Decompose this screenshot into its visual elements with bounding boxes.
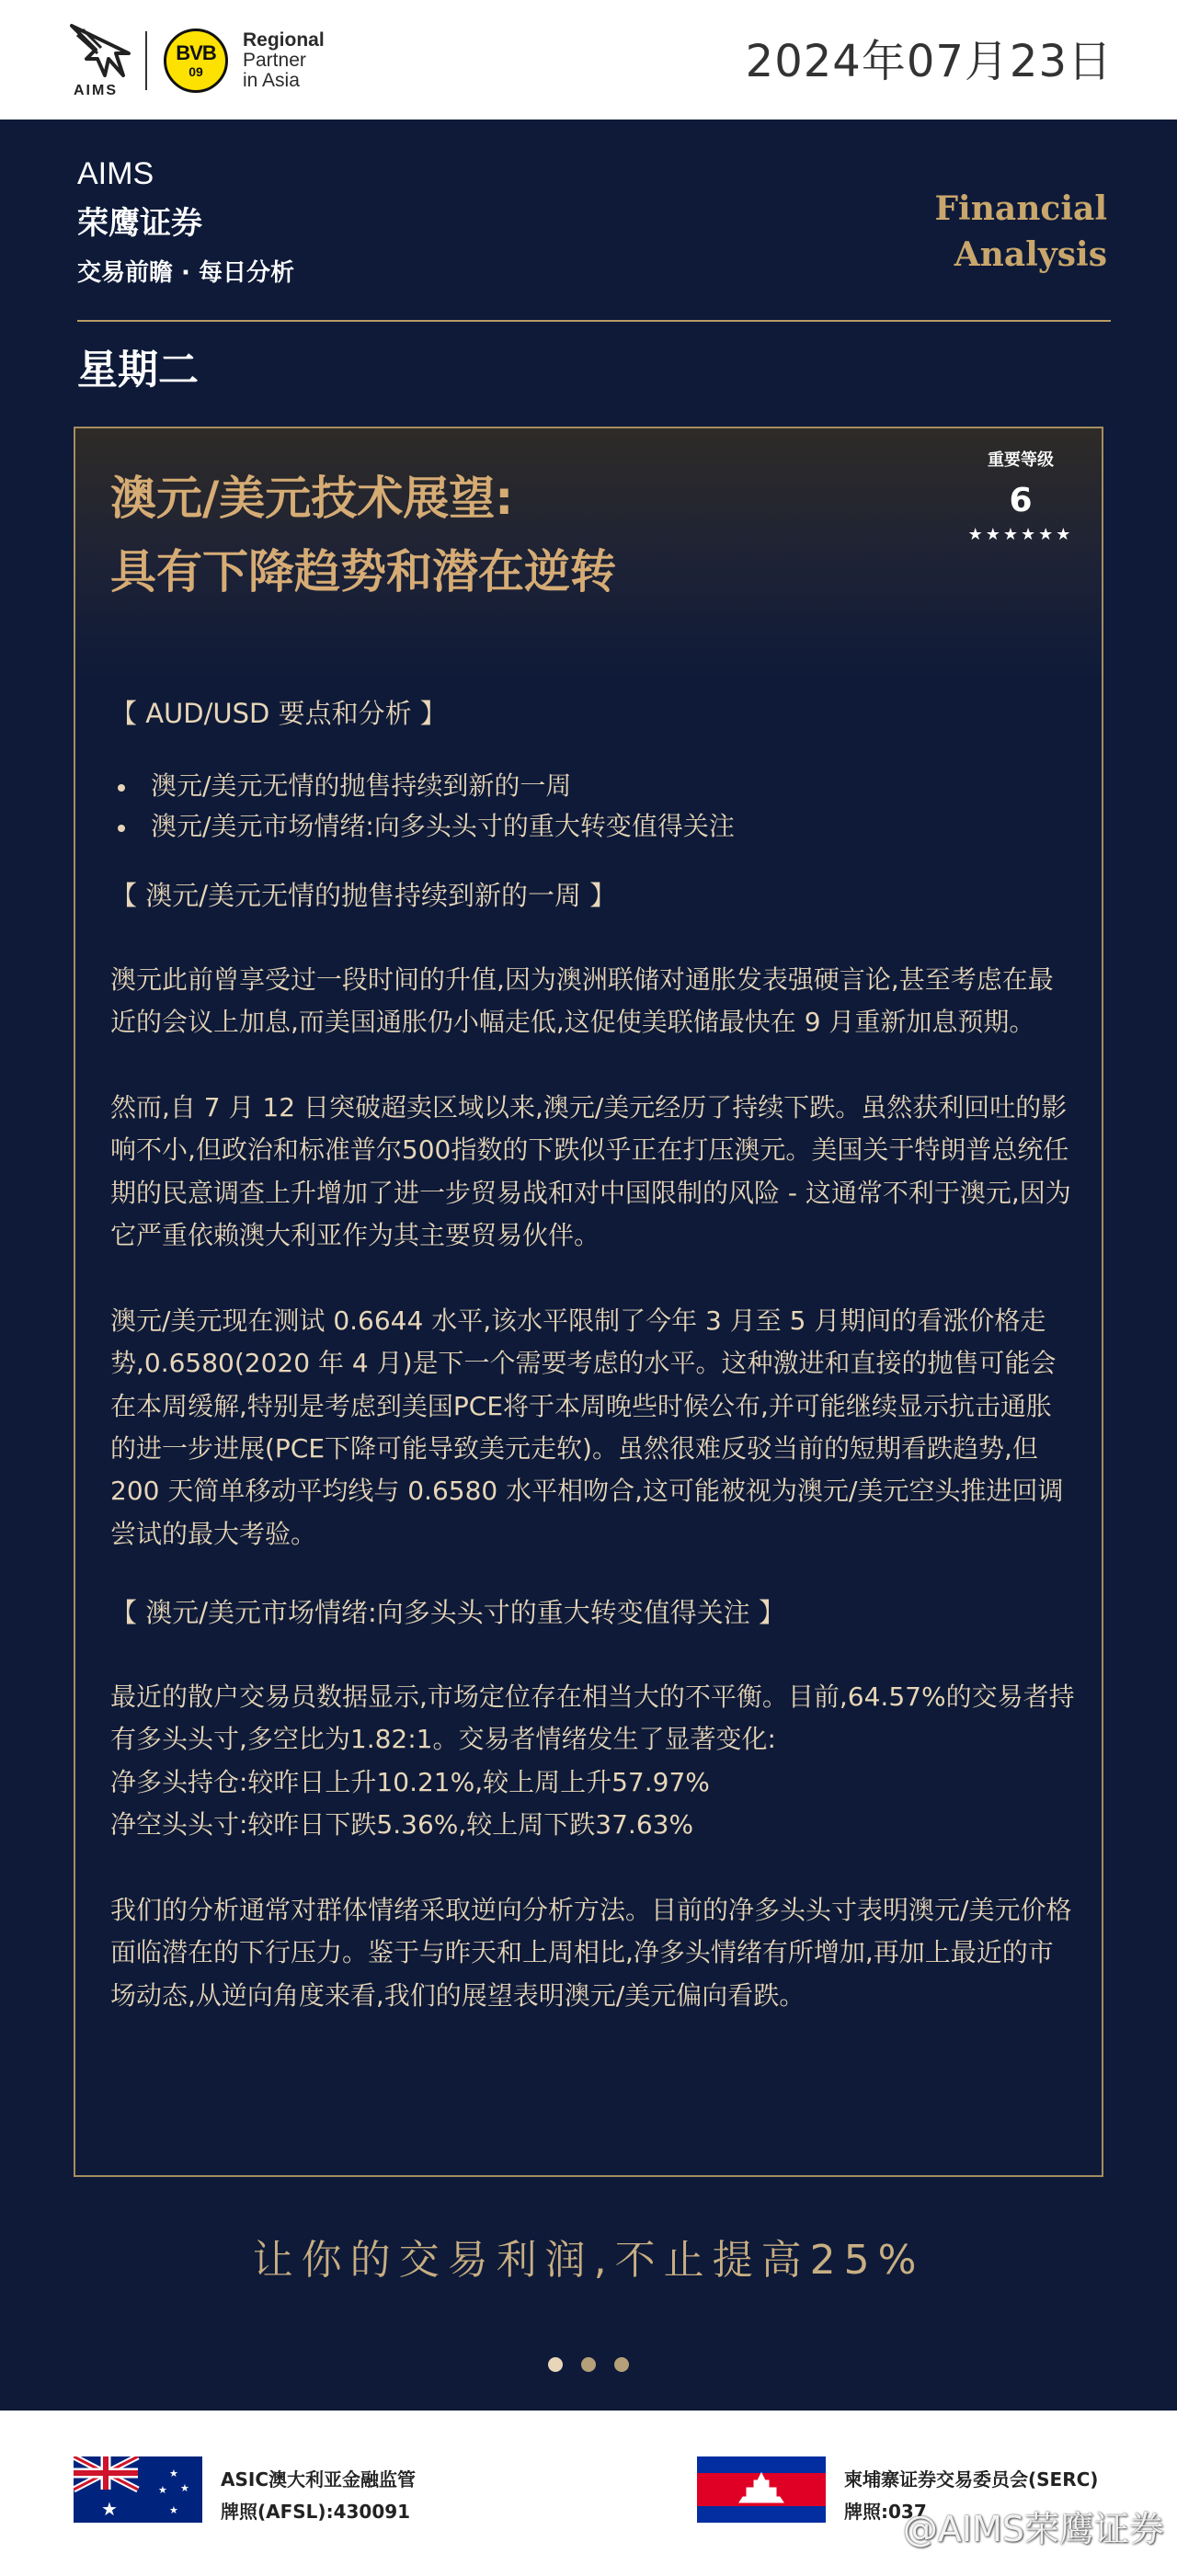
footer xyxy=(0,2411,1177,2576)
card-title-line-1: 澳元/美元技术展望: xyxy=(110,472,514,525)
paragraph-4-line-3: 净空头头寸:较昨日下跌5.36%,较上周下跌37.63% xyxy=(110,1809,694,1841)
asic-line-2: 牌照(AFSL):430091 xyxy=(221,2501,411,2523)
importance-label: 重要等级 xyxy=(988,450,1054,470)
bvb-text: BVB xyxy=(176,41,216,64)
paragraph-5: 我们的分析通常对群体情绪采取逆向分析方法。目前的净多头头寸表明澳元/美元价格面临潜在的下行压力。鉴于与昨天和上周相比,净多头情绪有所增加,再加上最近的市场动态,从逆向角度来看,我们的展望表明澳元/美元偏向看跌。 xyxy=(110,1894,1072,2011)
section-title-selloff: 【 澳元/美元无情的抛售持续到新的一周 】 xyxy=(110,880,617,912)
financial-line-2: Analysis xyxy=(954,235,1107,275)
paragraph-4-line-2: 净多头持仓:较昨日上升10.21%,较上周上升57.97% xyxy=(110,1766,710,1797)
list-item: 澳元/美元市场情绪:向多头头寸的重大转变值得关注 xyxy=(110,806,1076,848)
main-panel xyxy=(0,120,1177,2411)
aims-logo xyxy=(68,22,132,99)
carousel-dot-2[interactable] xyxy=(581,2357,596,2372)
bvb-badge xyxy=(164,28,228,93)
aims-logo-text: AIMS xyxy=(74,83,118,98)
header-divider xyxy=(77,320,1111,322)
asic-license xyxy=(221,2464,416,2528)
carousel-dots xyxy=(548,2357,629,2372)
svg-text:★: ★ xyxy=(180,2482,189,2494)
partner-line-3: in Asia xyxy=(243,70,300,92)
panel-brand: AIMS xyxy=(77,156,154,191)
card-title-line-2: 具有下降趋势和潜在逆转 xyxy=(110,545,616,598)
financial-line-1: Financial xyxy=(934,189,1107,228)
svg-text:★: ★ xyxy=(101,2498,118,2520)
asic-line-1: ASIC澳大利亚金融监管 xyxy=(221,2468,417,2491)
card-body xyxy=(110,695,1076,2017)
section-title-sentiment: 【 澳元/美元市场情绪:向多头头寸的重大转变值得关注 】 xyxy=(110,1597,785,1629)
partner-text xyxy=(243,30,325,91)
bvb-number: 09 xyxy=(189,64,203,79)
star-icon: ★★★★★★ xyxy=(967,525,1074,544)
analysis-card xyxy=(74,427,1103,2177)
paragraph-4 xyxy=(110,1676,1076,1847)
carousel-dot-3[interactable] xyxy=(614,2357,629,2372)
paragraph-2: 然而,自 7 月 12 日突破超卖区域以来,澳元/美元经历了持续下跌。虽然获利回吐的影响不小,但政治和标准普尔500指数的下跌似乎正在打压澳元。美国关于特朗普总统任期的民意调查上升增加了进一步贸易战和对中国限制的风险 - 这通常不利于澳元,因为它严重依赖澳大利亚作为其主要贸易伙伴。 xyxy=(110,1091,1071,1251)
weekday: 星期二 xyxy=(77,347,199,393)
financial-analysis-label xyxy=(934,186,1107,279)
carousel-dot-1[interactable] xyxy=(548,2357,563,2372)
partner-line-2: Partner xyxy=(243,49,306,71)
paragraph-1: 澳元此前曾享受过一段时间的升值,因为澳洲联储对通胀发表强硬言论,甚至考虑在最近的会议上加息,而美国通胀仍小幅走低,这促使美联储最快在 9 月重新加息预期。 xyxy=(110,963,1054,1038)
serc-line-2: 牌照:037 xyxy=(844,2501,927,2523)
slogan: 让你的交易利润,不止提高25% xyxy=(252,2237,925,2284)
partner-line-1: Regional xyxy=(243,28,325,51)
svg-text:★: ★ xyxy=(169,2504,178,2516)
panel-subtitle: 交易前瞻 · 每日分析 xyxy=(77,259,294,287)
brand-divider xyxy=(145,31,147,90)
top-bar xyxy=(0,0,1177,120)
key-points-list xyxy=(110,766,1076,849)
panel-brand-cn: 荣鹰证券 xyxy=(77,205,202,242)
section-title-key-points: 【 AUD/USD 要点和分析 】 xyxy=(110,698,447,729)
serc-line-1: 柬埔寨证券交易委员会(SERC) xyxy=(844,2468,1099,2491)
brand-logos xyxy=(68,22,325,99)
cambodia-flag-icon xyxy=(697,2456,826,2523)
importance-level: 6 xyxy=(1009,482,1033,519)
importance-rating xyxy=(956,447,1085,544)
panel-header xyxy=(77,156,294,288)
paragraph-4-line-1: 最近的散户交易员数据显示,市场定位存在相当大的不平衡。目前,64.57%的交易者持有多头头寸,多空比为1.82:1。交易者情绪发生了显著变化: xyxy=(110,1681,1075,1755)
australia-flag-icon xyxy=(74,2456,202,2523)
list-item: 澳元/美元无情的抛售持续到新的一周 xyxy=(110,766,1076,807)
date: 2024年07月23日 xyxy=(745,36,1113,87)
watermark: @AIMS荣鹰证券 xyxy=(902,2509,1164,2549)
card-title xyxy=(110,462,616,609)
svg-text:★: ★ xyxy=(158,2484,167,2496)
paragraph-3: 澳元/美元现在测试 0.6644 水平,该水平限制了今年 3 月至 5 月期间的看涨价格走势,0.6580(2020 年 4 月)是下一个需要考虑的水平。这种激进和直接的抛售可能会在本周缓解,特别是考虑到美国PCE将于本周晚些时候公布,并可能继续显示抗击通胀的进一步进展(PCE下降可能导致美元走软)。虽然很难反驳当前的短期看跌趋势,但 200 天简单移动平均线与 0.6580 水平相吻合,这可能被视为澳元/美元空头推进回调尝试的最大考验。 xyxy=(110,1305,1064,1549)
eagle-icon xyxy=(68,22,132,83)
svg-text:★: ★ xyxy=(169,2468,178,2479)
